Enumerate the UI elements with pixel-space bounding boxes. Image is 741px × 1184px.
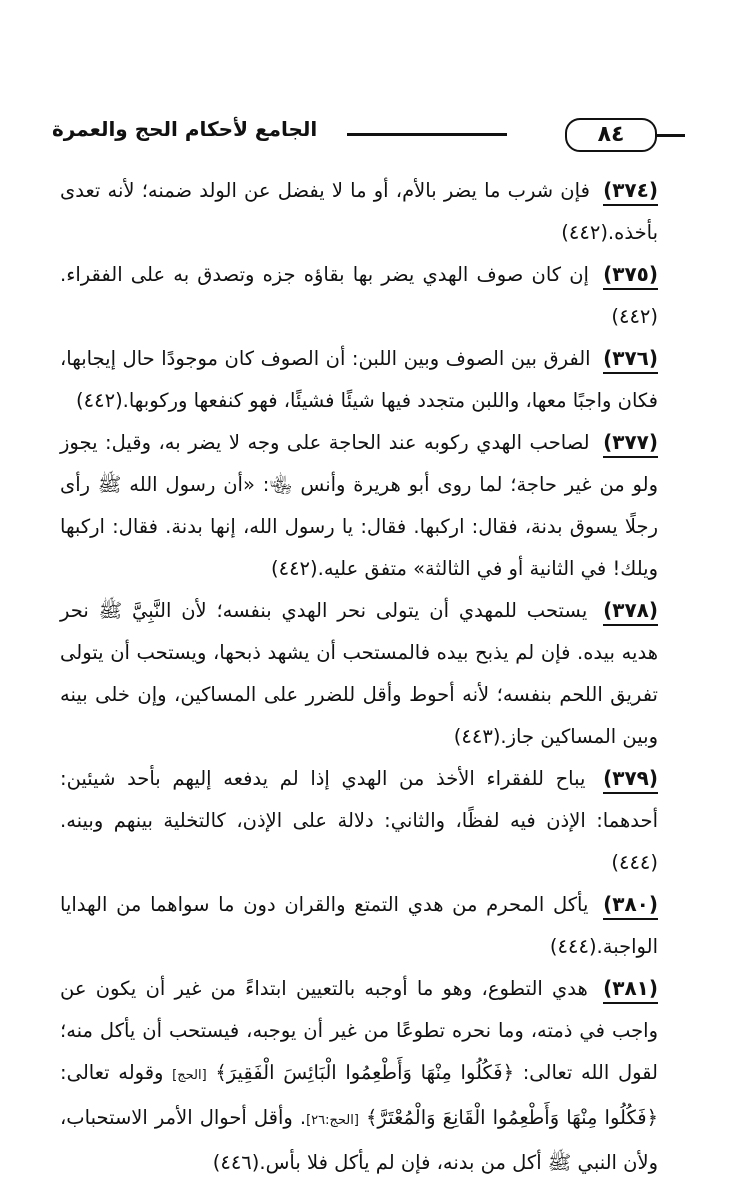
entry-number: ( ٣٨٠ ) [603, 890, 658, 920]
entry-380 [60, 884, 658, 968]
entry-number: ( ٣٧٨ ) [603, 596, 658, 626]
entry-381 [60, 968, 658, 1184]
book-title: الجامع لأحكام الحج والعمرة [52, 117, 318, 141]
entry-number: ( ٣٧٤ ) [603, 176, 658, 206]
entry-number: ( ٣٧٥ ) [603, 260, 658, 290]
entry-number: ( ٣٧٧ ) [603, 428, 658, 458]
entry-376 [60, 338, 658, 422]
page-header [52, 112, 657, 156]
entry-379 [60, 758, 658, 884]
entry-text: يأكل المحرم من هدي التمتع والقران دون ما سواهما من الهدايا الواجبة.(٤٤٤) [60, 893, 658, 958]
entry-text: يباح للفقراء الأخذ من الهدي إذا لم يدفعه إليهم بأحد شيئين: أحدهما: الإذن فيه لفظًا، والثاني: دلالة على الإذن، كالتخلية بينهم وبينه.(٤٤٤) [60, 767, 658, 874]
verse-reference: [الحج] [172, 1068, 207, 1083]
entry-text: . وأقل أحوال الأمر الاستحباب، ولأن النبي ﷺ أكل من بدنه، فإن لم يأكل فلا بأس.(٤٤٦) [60, 1106, 658, 1174]
page-content [60, 170, 658, 1184]
entry-text: يستحب للمهدي أن يتولى نحر الهدي بنفسه؛ لأن النَّبِيَّ ﷺ نحر هديه بيده. فإن لم يذبح بيده فالمستحب أن يشهد ذبحها، ويستحب أن يتولى تفريق اللحم بنفسه؛ لأنه أحوط وأقل للضرر على المساكين، وإن خلى بينه وبين المساكين جاز.(٤٤٣) [60, 599, 658, 748]
entry-text: لصاحب الهدي ركوبه عند الحاجة على وجه لا يضر به، وقيل: يجوز ولو من غير حاجة؛ لما روى أبو هريرة وأنس ﵄: «أن رسول الله ﷺ رأى رجلًا يسوق بدنة، فقال: اركبها. فقال: يا رسول الله، إنها بدنة. فقال: اركبها ويلك! في الثانية أو في الثالثة» متفق عليه.(٤٤٢) [60, 431, 658, 580]
page-number: ٨٤ [565, 118, 657, 152]
entry-number: ( ٣٧٦ ) [603, 344, 658, 374]
quran-verse: ﴿فَكُلُوا مِنْهَا وَأَطْعِمُوا الْقَانِعَ وَالْمُعْتَرَّ﴾ [366, 1106, 658, 1129]
entry-378 [60, 590, 658, 758]
entry-text: الفرق بين الصوف وبين اللبن: أن الصوف كان موجودًا حال إيجابها، فكان واجبًا معها، واللبن متجدد فيها شيئًا فشيئًا، فهو كنفعها وركوبها.(٤٤٢) [60, 347, 658, 412]
entry-377 [60, 422, 658, 590]
entry-text: فإن شرب ما يضر بالأم، أو ما لا يفضل عن الولد ضمنه؛ لأنه تعدى بأخذه.(٤٤٢) [60, 179, 658, 244]
entry-number: ( ٣٧٩ ) [603, 764, 658, 794]
entry-text: إن كان صوف الهدي يضر بها بقاؤه جزه وتصدق به على الفقراء.(٤٤٢) [60, 263, 658, 328]
quran-verse: ﴿فَكُلُوا مِنْهَا وَأَطْعِمُوا الْبَائِسَ الْفَقِيرَ﴾ [215, 1061, 515, 1084]
entry-text: وقوله تعالى: [60, 1061, 164, 1084]
verse-reference: [الحج:٢٦] [306, 1113, 359, 1128]
entry-text: هدي التطوع، وهو ما أوجبه بالتعيين ابتداءً من غير أن يكون عن واجب في ذمته، وما نحره تطوعًا من غير أن يوجبه، فيستحب أن يأكل منه؛ لقول الله تعالى: [60, 977, 658, 1084]
entry-number: ( ٣٨١ ) [603, 974, 658, 1004]
entry-374 [60, 170, 658, 254]
header-rule [347, 133, 507, 136]
entry-375 [60, 254, 658, 338]
